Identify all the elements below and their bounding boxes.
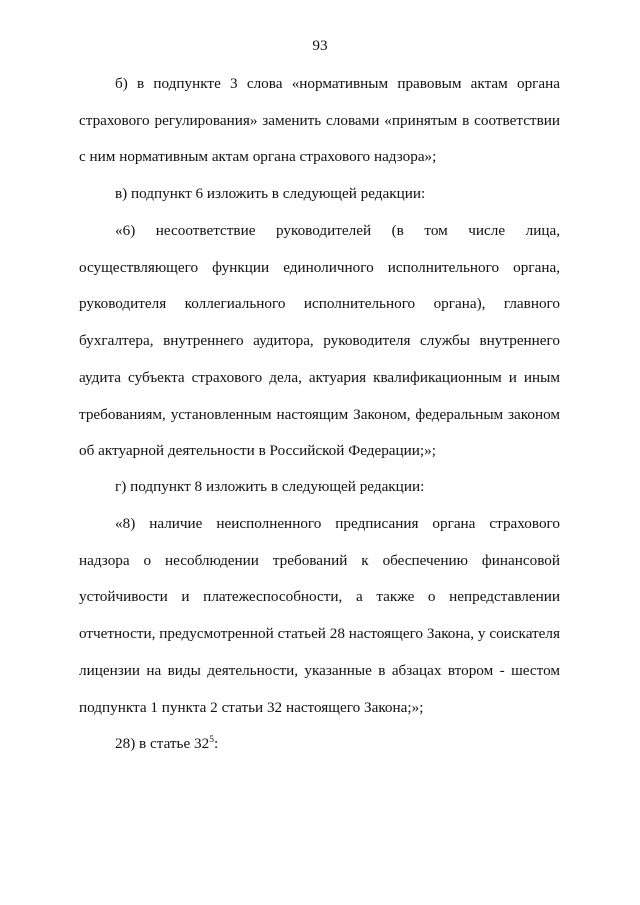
item-28-text: 28) в статье 32 [115,735,210,752]
paragraph-item-v: в) подпункт 6 изложить в следующей редакции: [115,185,426,202]
paragraph-subitem-8: «8) наличие неисполненного предписания органа страхового надзора о несоблюдении требований к обеспечению финансовой устойчивости и платежеспособности, а также о непредставлении отчетности, предусмотренной статьей 28 настоящего Закона, у соискателя лицензии на виды деятельности, указанные в абзацах втором - шестом подпункта 1 пункта 2 статьи 32 настоящего Закона;»; [79,515,560,716]
page-number: 93 [312,37,328,54]
paragraph-item-g: г) подпункт 8 изложить в следующей редакции: [115,478,425,495]
paragraph-item-b: б) в подпункте 3 слова «нормативным правовым актам органа страхового регулирования» заменить словами «принятым в соответствии с ним нормативным актам органа страхового надзора»; [79,75,560,166]
article-superscript: 5 [209,735,214,745]
item-28-suffix: : [213,735,219,752]
paragraph-subitem-6: «6) несоответствие руководителей (в том числе лица, осуществляющего функции единоличного исполнительного органа, руководителя коллегиального исполнительного органа), главного бухгалтера, внутреннего аудитора, руководителя службы внутреннего аудита субъекта страхового дела, актуария квалификационным и иным требованиям, установленным настоящим Законом, федеральным законом об актуарной деятельности в Российской Федерации;»; [79,222,560,460]
paragraph-item-28 [79,726,560,763]
